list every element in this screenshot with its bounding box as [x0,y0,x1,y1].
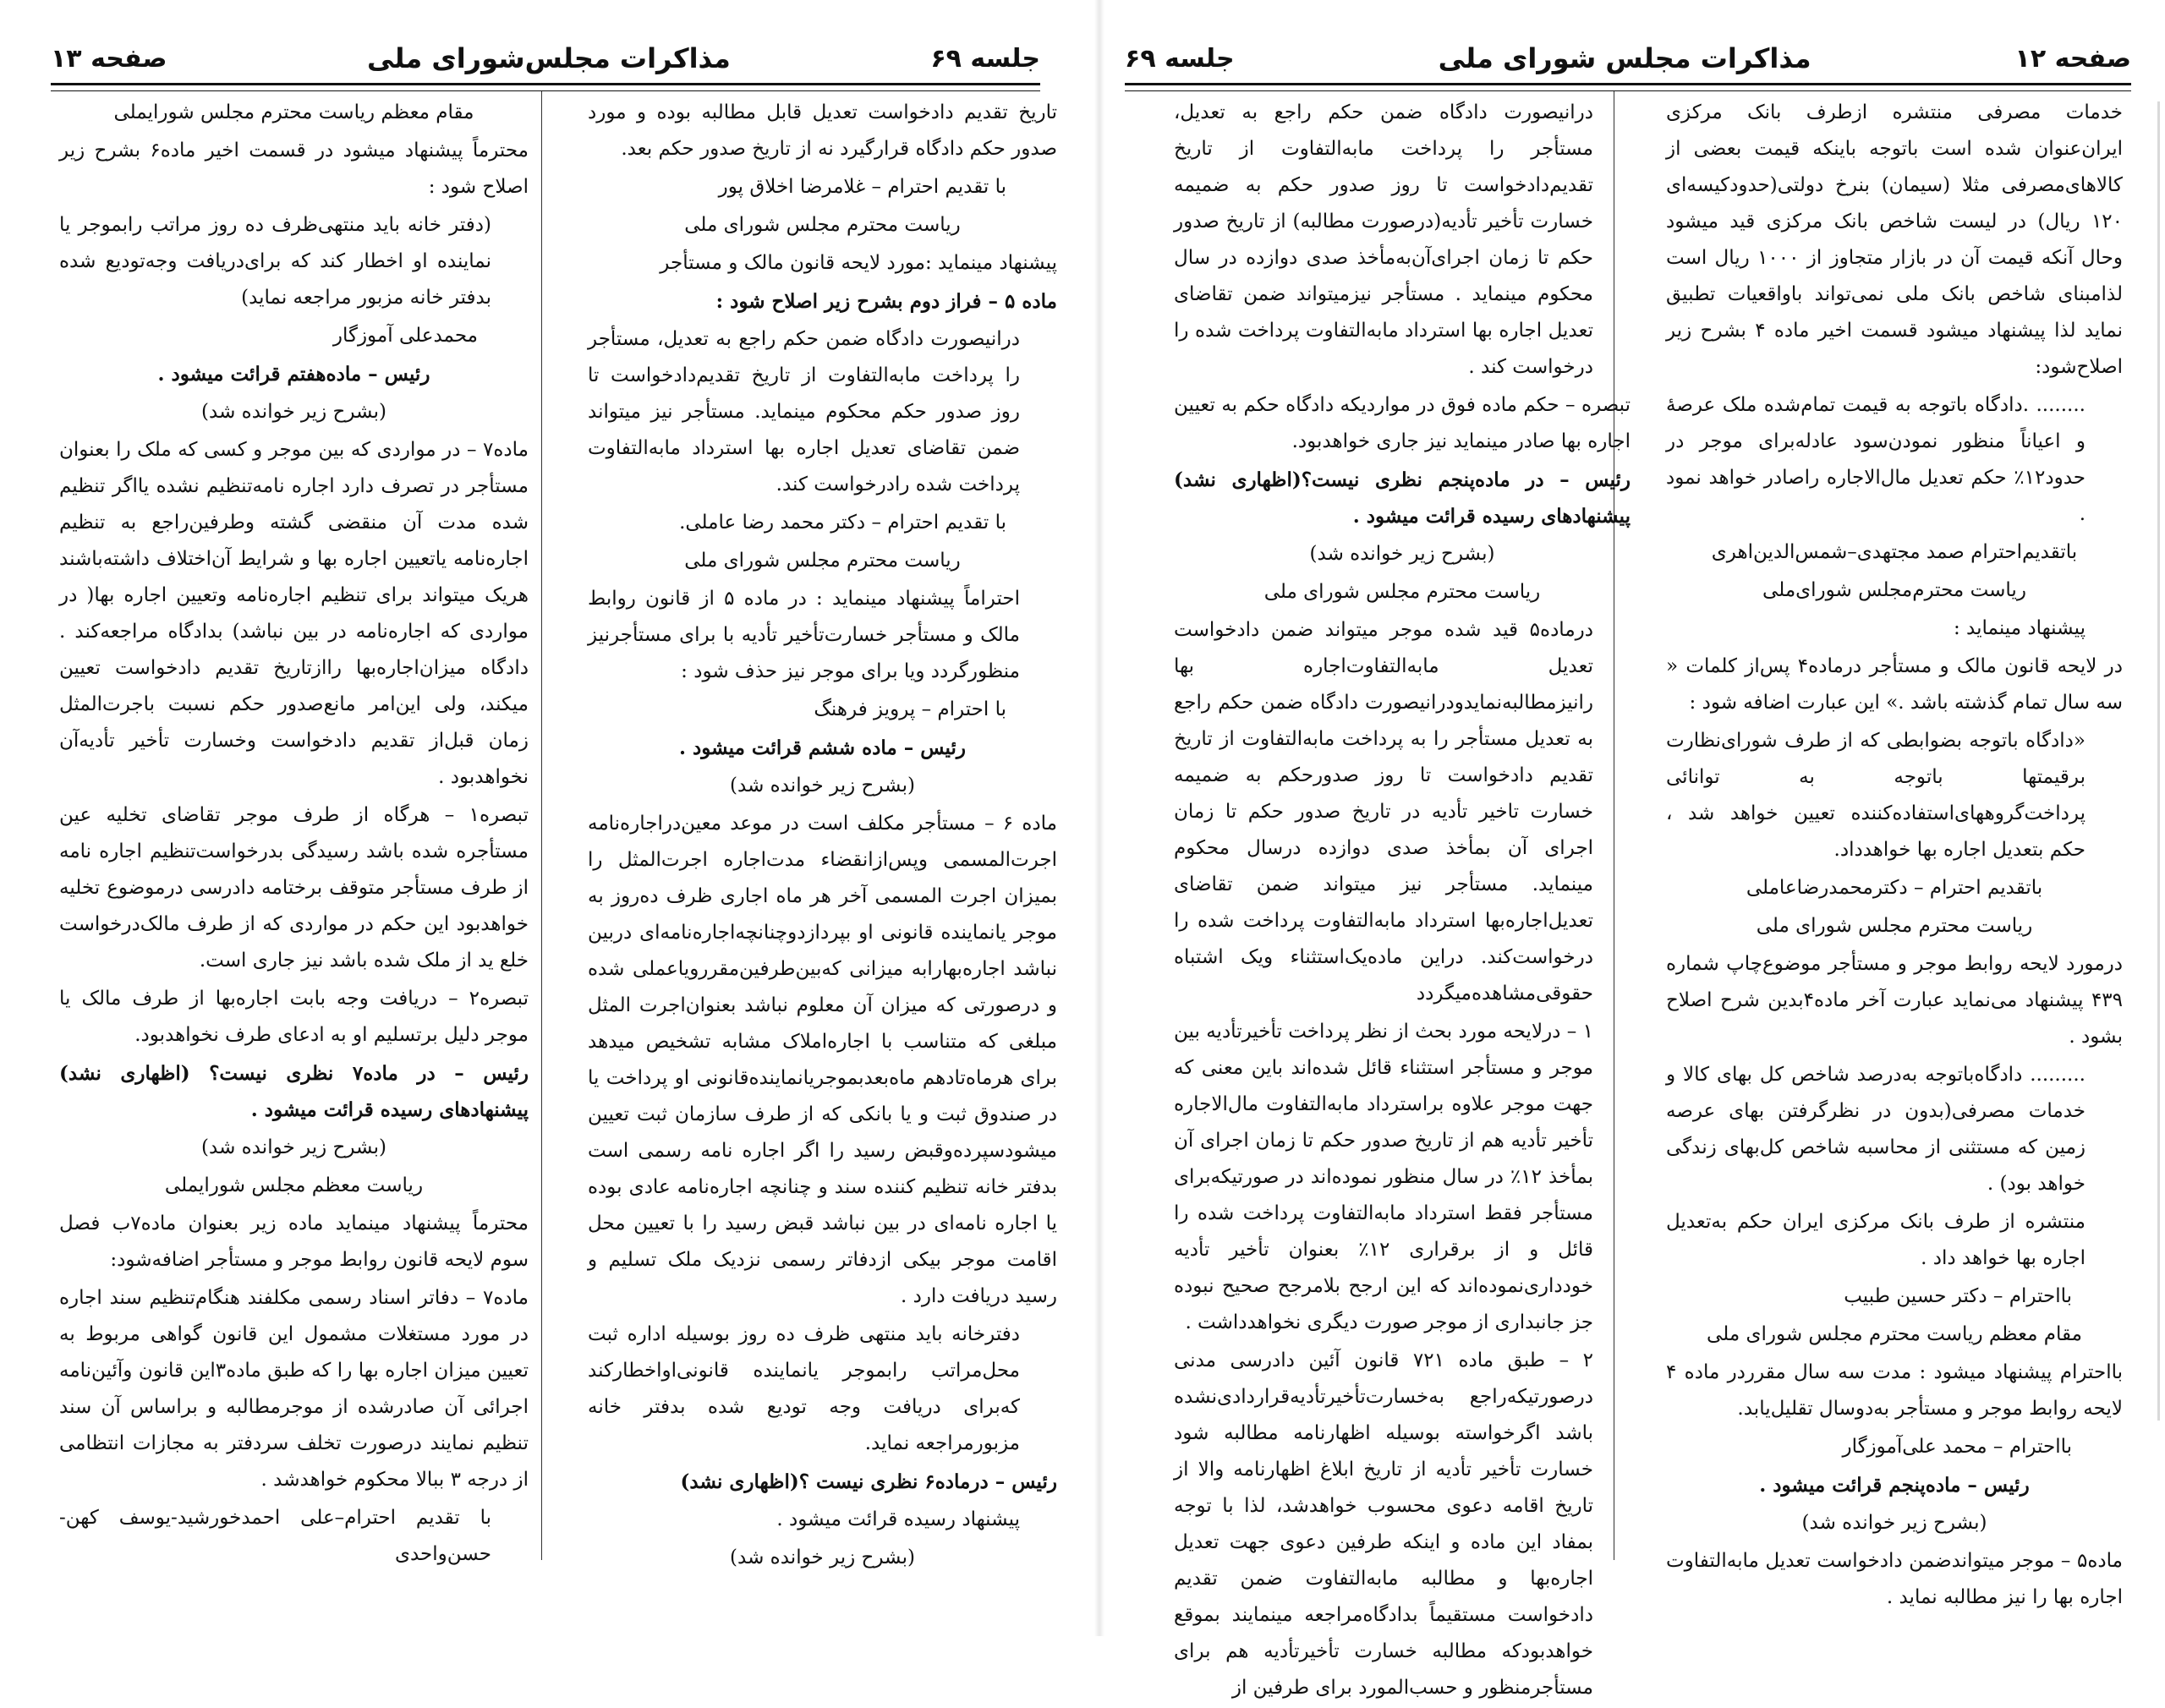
paragraph: خدمات مصرفی منتشره ازطرف بانک مرکزی ایران‌عنوان شده است باتوجه باینکه قیمت بعضی از کالاهای‌مصرفی مثلا (سیمان) بنرخ دولتی(حدودکیسه‌ای ۱۲۰ ریال) در لیست شاخص بانک مرکزی قید میشود وحال آنکه قیمت آن در بازار متجاوز از ۱۰۰۰ ریال است لذامبنای شاخص بانک ملی نمی‌تواند باواقعیات تطبیق نماید لذا پیشنهاد میشود قسمت اخیر ماده ۴ بشرح زیر اصلاح‌شود: [1666,101,2123,378]
paragraph: پیشنهاد مینماید : [1953,617,2086,639]
page-gutter [1094,0,1104,1636]
paragraph: در لایحه قانون مالک و مستأجر درماده۴ پس‌از کلمات « سه سال تمام گذشته باشد .» این عبارت اضافه شود : [1666,655,2124,714]
paragraph: ......... دادگاه‌باتوجه به‌درصد شاخص کل بهای کالا و خدمات مصرفی(بدون در نظرگرفتن بهای عرصه زمین که مستثنی از محاسبه شاخص کل‌بهای زندگی خواهد بود) . [1666,1064,2086,1195]
chair-statement: رئیس – ماده‌هفتم قرائت میشود . [157,363,430,386]
paragraph: محترماً پیشنهاد مینماید ماده زیر بعنوان ماده۷ب فصل سوم لایحه قانون روابط موجر و مستأجر اضافه‌شود: [59,1213,529,1271]
address-line: مقام معظم ریاست محترم مجلس شورای ملی [1707,1323,2082,1345]
chair-statement: رئیس – در ماده‌پنجم نظری نیست؟(اظهاری نشد) پیشنهادهای رسیده قرائت میشود . [1174,468,1631,528]
chair-statement: رئیس – درماده۶ نظری نیست ؟(اظهاری نشد) [680,1470,1057,1493]
article-7b: ماده۷ – دفاتر اسناد رسمی مکلفند هنگام‌تنظیم سند اجاره در مورد مستغلات مشمول این قانون گواهی مربوط به تعیین میزان اجاره بها را که طبق ماده۳این قانون وآئین‌نامه اجرائی آن صادرشده از موجرمطالبه و براساس آن سند تنظیم نمایند درصورت تخلف سردفتر به مجازات انتظامی از درجه ۳ ببالا محکوم خواهدشد . [59,1287,529,1491]
paragraph: ۲ – طبق ماده ۷۲۱ قانون آئین دادرسی مدنی درصورتیکه‌راجع به‌خسارت‌تأخیرتأدیه‌قراردادی‌نشده باشد اگرخواسته بوسیله اظهارنامه مطالبه شود خسارت تأخیر تأدیه از تاریخ ابلاغ اظهارنامه والا از تاریخ اقامه دعوی محسوب خواهدشد، لذا با توجه بمفاد این ماده و اینکه طرفین دعوی جهت تعدیل اجاره‌بها و مطالبه مابه‌التفاوت ضمن تقدیم دادخواست مستقیماً بدادگاه‌مراجعه مینمایند بموقع خواهدبودکه مطالبه خسارت تأخیرتأدیه هم برای مستأجرمنظور و حسب‌المورد برای طرفین از [1174,1349,1593,1699]
paragraph: پیشنهاد رسیده قرائت میشود . [776,1508,1020,1530]
paragraph: محترماً پیشنهاد میشود در قسمت اخیر ماده۶ بشرح زیر اصلاح شود : [59,140,529,198]
address-line: مقام معظم ریاست محترم مجلس شورایملی [113,101,474,123]
address-line: ریاست محترم‌مجلس شورای‌ملی [1762,579,2026,601]
paragraph: پیشنهاد مینماید :مورد لایحه قانون مالک و مستأجر [660,252,1057,274]
session-label: جلسه ۶۹ [1125,43,1235,74]
signature: با تقدیم احترام – غلامرضا اخلاق پور [718,176,1006,198]
reading-note: (بشرح زیر خوانده شد) [730,775,915,797]
signature: باتقدیم احترام – دکترمحمدرضاعاملی [1746,877,2043,899]
paragraph: درانیصورت دادگاه ضمن حکم راجع به تعدیل، مستأجر را پرداخت مابه‌التفاوت از تاریخ تقدیم‌دادخواست تا روز صدور حکم به ضمیمه خسارت تأخیر تأدیه(درصورت مطالبه) از تاریخ صدور حکم تا زمان اجرای‌آن‌به‌مأخذ صدی دوازده در سال محکوم مینماید . مستأجر نیزمیتواند ضمن تقاضای تعدیل اجاره بها استرداد مابه‌التفاوت پرداخت شده را درخواست کند . [1174,101,1593,378]
address-line: ریاست محترم مجلس شورای ملی [684,214,961,236]
note-2: تبصره۲ – دریافت وجه بابت اجاره‌بها از طرف مالک یا موجر دلیل برتسلیم او به ادعای طرف نخواهدبود. [59,988,529,1046]
signature: باتقدیم‌احترام صمد مجتهدی–شمس‌الدین‌اهری [1711,541,2078,563]
paragraph: «دادگاه باتوجه بضوابطی که از طرف شورای‌نظارت برقیمتها باتوجه به توانائی پرداخت‌گروههای‌استفاده‌کننده تعیین خواهد شد ، حکم بتعدیل اجاره بها خواهدداد. [1666,730,2086,861]
reading-note: (بشرح زیر خوانده شد) [1309,543,1495,565]
paragraph: ........ .دادگاه باتوجه به قیمت تمام‌شده ملک عرصهٔ و اعیاناً منظور نمودن‌سود عادله‌برای موجر در حدود۱۲٪ حکم تعدیل مال‌الاجاره راصادر خواهد نمود . [1666,394,2086,525]
chair-statement: رئیس – ماده‌پنجم قرائت میشود . [1759,1474,2030,1497]
chair-statement: رئیس – در ماده۷ نظری نیست؟ (اظهاری نشد) پیشنهادهای رسیده قرائت میشود . [59,1062,529,1121]
article-6: ماده ۶ – مستأجر مکلف است در موعد معین‌دراجاره‌نامه اجرت‌المسمی وپس‌ازانقضاء مدت‌اجاره اجرت‌المثل را بمیزان اجرت المسمی آخر هر ماه اجاری ظرف ده‌روز به موجر یانماینده قانونی او بپردازدوچنانچه‌اجاره‌نامه‌ای دربین نباشد اجاره‌بهارابه میزانی که‌بین‌طرفین‌مقررویاعملی شده و درصورتی که میزان آن معلوم نباشد بعنوان‌اجرت المثل مبلغی که متناسب با اجاره‌املاک مشابه تشخیص میدهد برای هرماه‌تادهم ماه‌بعدبموجر‌یانماینده‌قانونی او پرداخت یا در صندوق ثبت و یا بانکی که از طرف سازمان ثبت تعیین میشودسپرده‌وقبض رسید را اگر اجاره نامه رسمی است بدفتر خانه تنظیم کننده سند و چنانچه اجاره‌نامه عادی بوده یا اجاره نامه‌ای در بین نباشد قبض رسید را با تعیین محل اقامت موجر بیکی ازدفاتر رسمی نزدیک ملک تسلیم و رسید دریافت دارد . [588,813,1057,1307]
reading-note: (بشرح زیر خوانده شد) [730,1547,915,1568]
header-rule [1125,83,2131,91]
page-13 [0,0,1091,1636]
paragraph: بااحترام پیشنهاد میشود : مدت سه سال مقرردر ماده ۴ لایحه روابط موجر و مستأجر به‌دوسال تقلیل‌یابد. [1666,1361,2123,1420]
address-line: ریاست محترم مجلس شورای ملی [1756,915,2033,937]
article-heading: ماده ۵ – فراز دوم بشرح زیر اصلاح شود : [715,290,1057,313]
address-line: ریاست معظم مجلس شورایملی [164,1174,424,1196]
chair-statement: رئیس – ماده ششم قرائت میشود . [678,736,966,759]
article-7: ماده۷ – در مواردی که بین موجر و کسی که ملک را بعنوان مستأجر در تصرف دارد اجاره نامه‌تنظیم نشده یااگر تنظیم شده مدت آن منقضی گشته وطرفین‌راجع به تنظیم اجاره‌نامه یاتعیین اجاره بها و شرایط آن‌اختلاف داشته‌باشند هریک میتواند برای تنظیم اجاره‌نامه وتعیین اجاره بها( در مواردی که اجاره‌نامه در بین نباشد) بدادگاه مراجعه‌کند . دادگاه میزان‌اجاره‌بها رااز‌تاریخ تقدیم دادخواست تعیین میکند، ولی این‌امر مانع‌صدور حکم نسبت باجرت‌المثل زمان قبل‌از تقدیم دادخواست وخسارت تأخیر تأدیه‌آن نخواهدبود . [59,439,529,788]
signature: بااحترام – محمد علی‌آموزگار [1842,1436,2072,1458]
page-number: صفحه ۱۲ [2014,43,2131,74]
paragraph: ۱ – درلایحه مورد بحث از نظر پرداخت تأخیرتأدیه بین موجر و مستأجر استثناء قائل شده‌اند باین معنی که جهت موجر علاوه براسترداد مابه‌التفاوت مال‌الاجاره تأخیر تأدیه هم از تاریخ صدور حکم تا زمان اجرای آن بمأخذ ۱۲٪ در سال منظور نموده‌اند در صورتیکه‌برای مستأجر فقط استرداد مابه‌التفاوت پرداخت شده را قائل و از برقراری ۱۲٪ بعنوان تأخیر تأدیه خودداری‌نموده‌اند که این ارجح بلامرجح صحیح نبوده جز جانبداری از موجر صورت دیگری نخواهدداشت . [1174,1021,1594,1333]
paragraph: احتراماً پیشنهاد مینماید : در ماده ۵ از قانون روابط مالک و مستأجر خسارت‌تأخیر تأدیه با برای مستأجرنیز منظورگردد ویا برای موجر نیز حذف شود : [588,588,1020,682]
note-1: تبصره۱ – هرگاه از طرف موجر تقاضای تخلیه عین مستأجره شده باشد رسیدگی بدرخواست‌تنظیم اجاره نامه از طرف مستأجر متوقف برختامه دادرسی درموضوع تخلیه خواهدبود این حکم در مواردی که از طرف مالک‌درخواست خلع ید از ملک شده باشد نیز جاری است. [59,804,529,972]
paragraph: درانیصورت دادگاه ضمن حکم راجع به تعدیل، مستأجر را پرداخت مابه‌التفاوت از تاریخ تقدیم‌دادخواست تا روز صدور حکم محکوم مینماید. مستأجر نیز میتواند ضمن تقاضای تعدیل اجاره بها استرداد مابه‌التفاوت پرداخت شده رادرخواست کند. [588,328,1021,495]
paragraph: تاریخ تقدیم دادخواست تعدیل قابل مطالبه بوده و مورد صدور حکم دادگاه قرارگیرد نه از تاریخ صدور حکم بعد. [588,101,1057,160]
header-rule [51,83,1040,91]
page-12 [1108,0,2165,1699]
column-left [1174,95,1631,1708]
note: تبصره – حکم ماده فوق در مواردیکه دادگاه حکم به تعیین اجاره بها صادر مینماید نیز جاری خواهدبود. [1174,394,1631,452]
paragraph: دفترخانه باید منتهی ظرف ده روز بوسیله اداره ثبت محل‌مراتب رابموجر یانماینده قانونی‌اواخطار‌کند که‌برای دریافت وجه تودیع شده بدفتر خانه مزبورمراجعه نماید. [588,1323,1020,1454]
address-line: ریاست محترم مجلس شورای ملی [684,550,961,572]
paragraph: (دفتر خانه باید منتهی‌ظرف ده روز مراتب رابموجر یا نماینده او اخطار کند که برای‌دریافت وجه‌تودیع شده بدفتر خانه مزبور مراجعه نماید) [59,214,491,309]
column-right [1666,95,2123,1618]
page-header [51,39,1040,78]
page-edge-mark [2157,101,2160,1421]
reading-note: (بشرح زیر خوانده شد) [201,401,386,423]
reading-note: (بشرح زیر خوانده شد) [1801,1512,1987,1534]
page-number: صفحه ۱۳ [51,43,167,74]
page-header [1125,39,2131,78]
journal-title: مذاکرات مجلس شورای ملی [1438,42,1811,74]
signature: با تقدیم احترام – دکتر محمد رضا عاملی. [679,512,1006,534]
paragraph: درماده۵ قید شده موجر میتواند ضمن دادخواست تعدیل مابه‌التفاوت‌اجاره بها رانیزمطالبه‌نمایدو‌درانیصورت دادگاه ضمن حکم راجع به تعدیل مستأجر را به پرداخت مابه‌التفاوت از تاریخ تقدیم دادخواست تا روز صدورحکم به ضمیمه خسارت تاخیر تأدیه در تاریخ صدور حکم تا زمان اجرای آن بمأخذ صدی دوازده درسال محکوم مینماید. مستأجر نیز میتواند ضمن تقاضای تعدیل‌اجاره‌بها استرداد مابه‌التفاوت پرداخت شده را درخواست‌کند. دراین ماده‌یک‌استثناء ویک اشتباه حقوقی‌مشاهده‌میگردد [1174,619,1593,1005]
address-line: ریاست محترم مجلس شورای ملی [1263,581,1541,603]
paragraph: درمورد لایحه روابط موجر و مستأجر موضوع‌چاپ شماره ۴۳۹ پیشنهاد می‌نماید عبارت آخر ماده۴بدین شرح اصلاح بشود . [1666,953,2123,1048]
column-right [588,95,1057,1578]
signature: محمدعلی آموزگار [332,325,478,347]
reading-note: (بشرح زیر خوانده شد) [201,1136,386,1158]
signature: با تقدیم احترام–علی احمدخورشید-یوسف کهن-حسن‌واحدی [59,1507,491,1565]
article-5: ماده۵ – موجر میتواندضمن دادخواست تعدیل مابه‌التفاوت اجاره بها را نیز مطالبه نماید . [1666,1550,2123,1608]
column-divider [541,91,542,1560]
session-label: جلسه ۶۹ [930,43,1040,74]
journal-title: مذاکرات مجلس‌شورای ملی [366,42,731,74]
column-left [59,95,529,1574]
paragraph: منتشره از طرف بانک مرکزی ایران حکم به‌تعدیل اجاره بها خواهد داد . [1666,1211,2086,1269]
signature: بااحترام – دکتر حسین طبیب [1844,1285,2072,1307]
signature: با احترام – پرویز فرهنگ [814,698,1006,720]
